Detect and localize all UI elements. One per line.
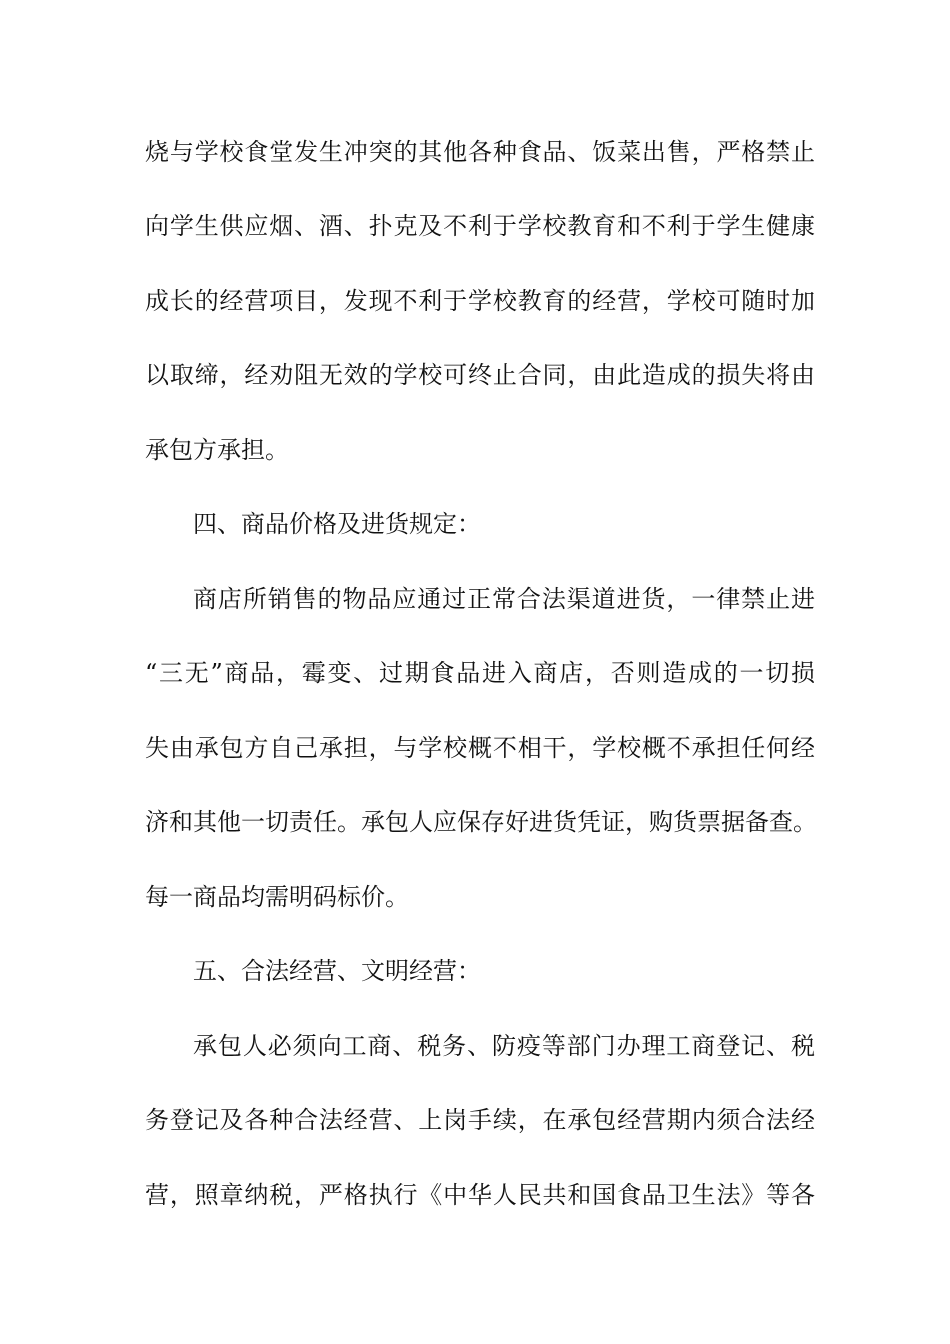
section-heading: 五、合法经营、文明经营： — [193, 957, 481, 985]
section-heading: 四、商品价格及进货规定： — [193, 510, 481, 538]
body-text-line: 烧与学校食堂发生冲突的其他各种食品、饭菜出售，严格禁止 — [145, 138, 815, 166]
body-text-line: 商店所销售的物品应通过正常合法渠道进货，一律禁止进 — [193, 585, 815, 613]
body-text-line: 济和其他一切责任。承包人应保存好进货凭证，购货票据备查。 — [145, 808, 817, 836]
body-text-line: 每一商品均需明码标价。 — [145, 883, 409, 911]
body-text-line: 承包人必须向工商、税务、防疫等部门办理工商登记、税 — [193, 1032, 815, 1060]
body-text-line: 承包方承担。 — [145, 436, 289, 464]
body-text-line: 失由承包方自己承担，与学校概不相干，学校概不承担任何经 — [145, 734, 815, 762]
body-text-line: 务登记及各种合法经营、上岗手续，在承包经营期内须合法经 — [145, 1106, 815, 1134]
body-text-line: 向学生供应烟、酒、扑克及不利于学校教育和不利于学生健康 — [145, 212, 815, 240]
body-text-line: 成长的经营项目，发现不利于学校教育的经营，学校可随时加 — [145, 287, 815, 315]
body-text-line: 以取缔，经劝阻无效的学校可终止合同，由此造成的损失将由 — [145, 361, 815, 389]
body-text-line: 营，照章纳税，严格执行《中华人民共和国食品卫生法》等各 — [145, 1181, 815, 1209]
body-text-line: “三无”商品，霉变、过期食品进入商店，否则造成的一切损 — [145, 659, 815, 687]
